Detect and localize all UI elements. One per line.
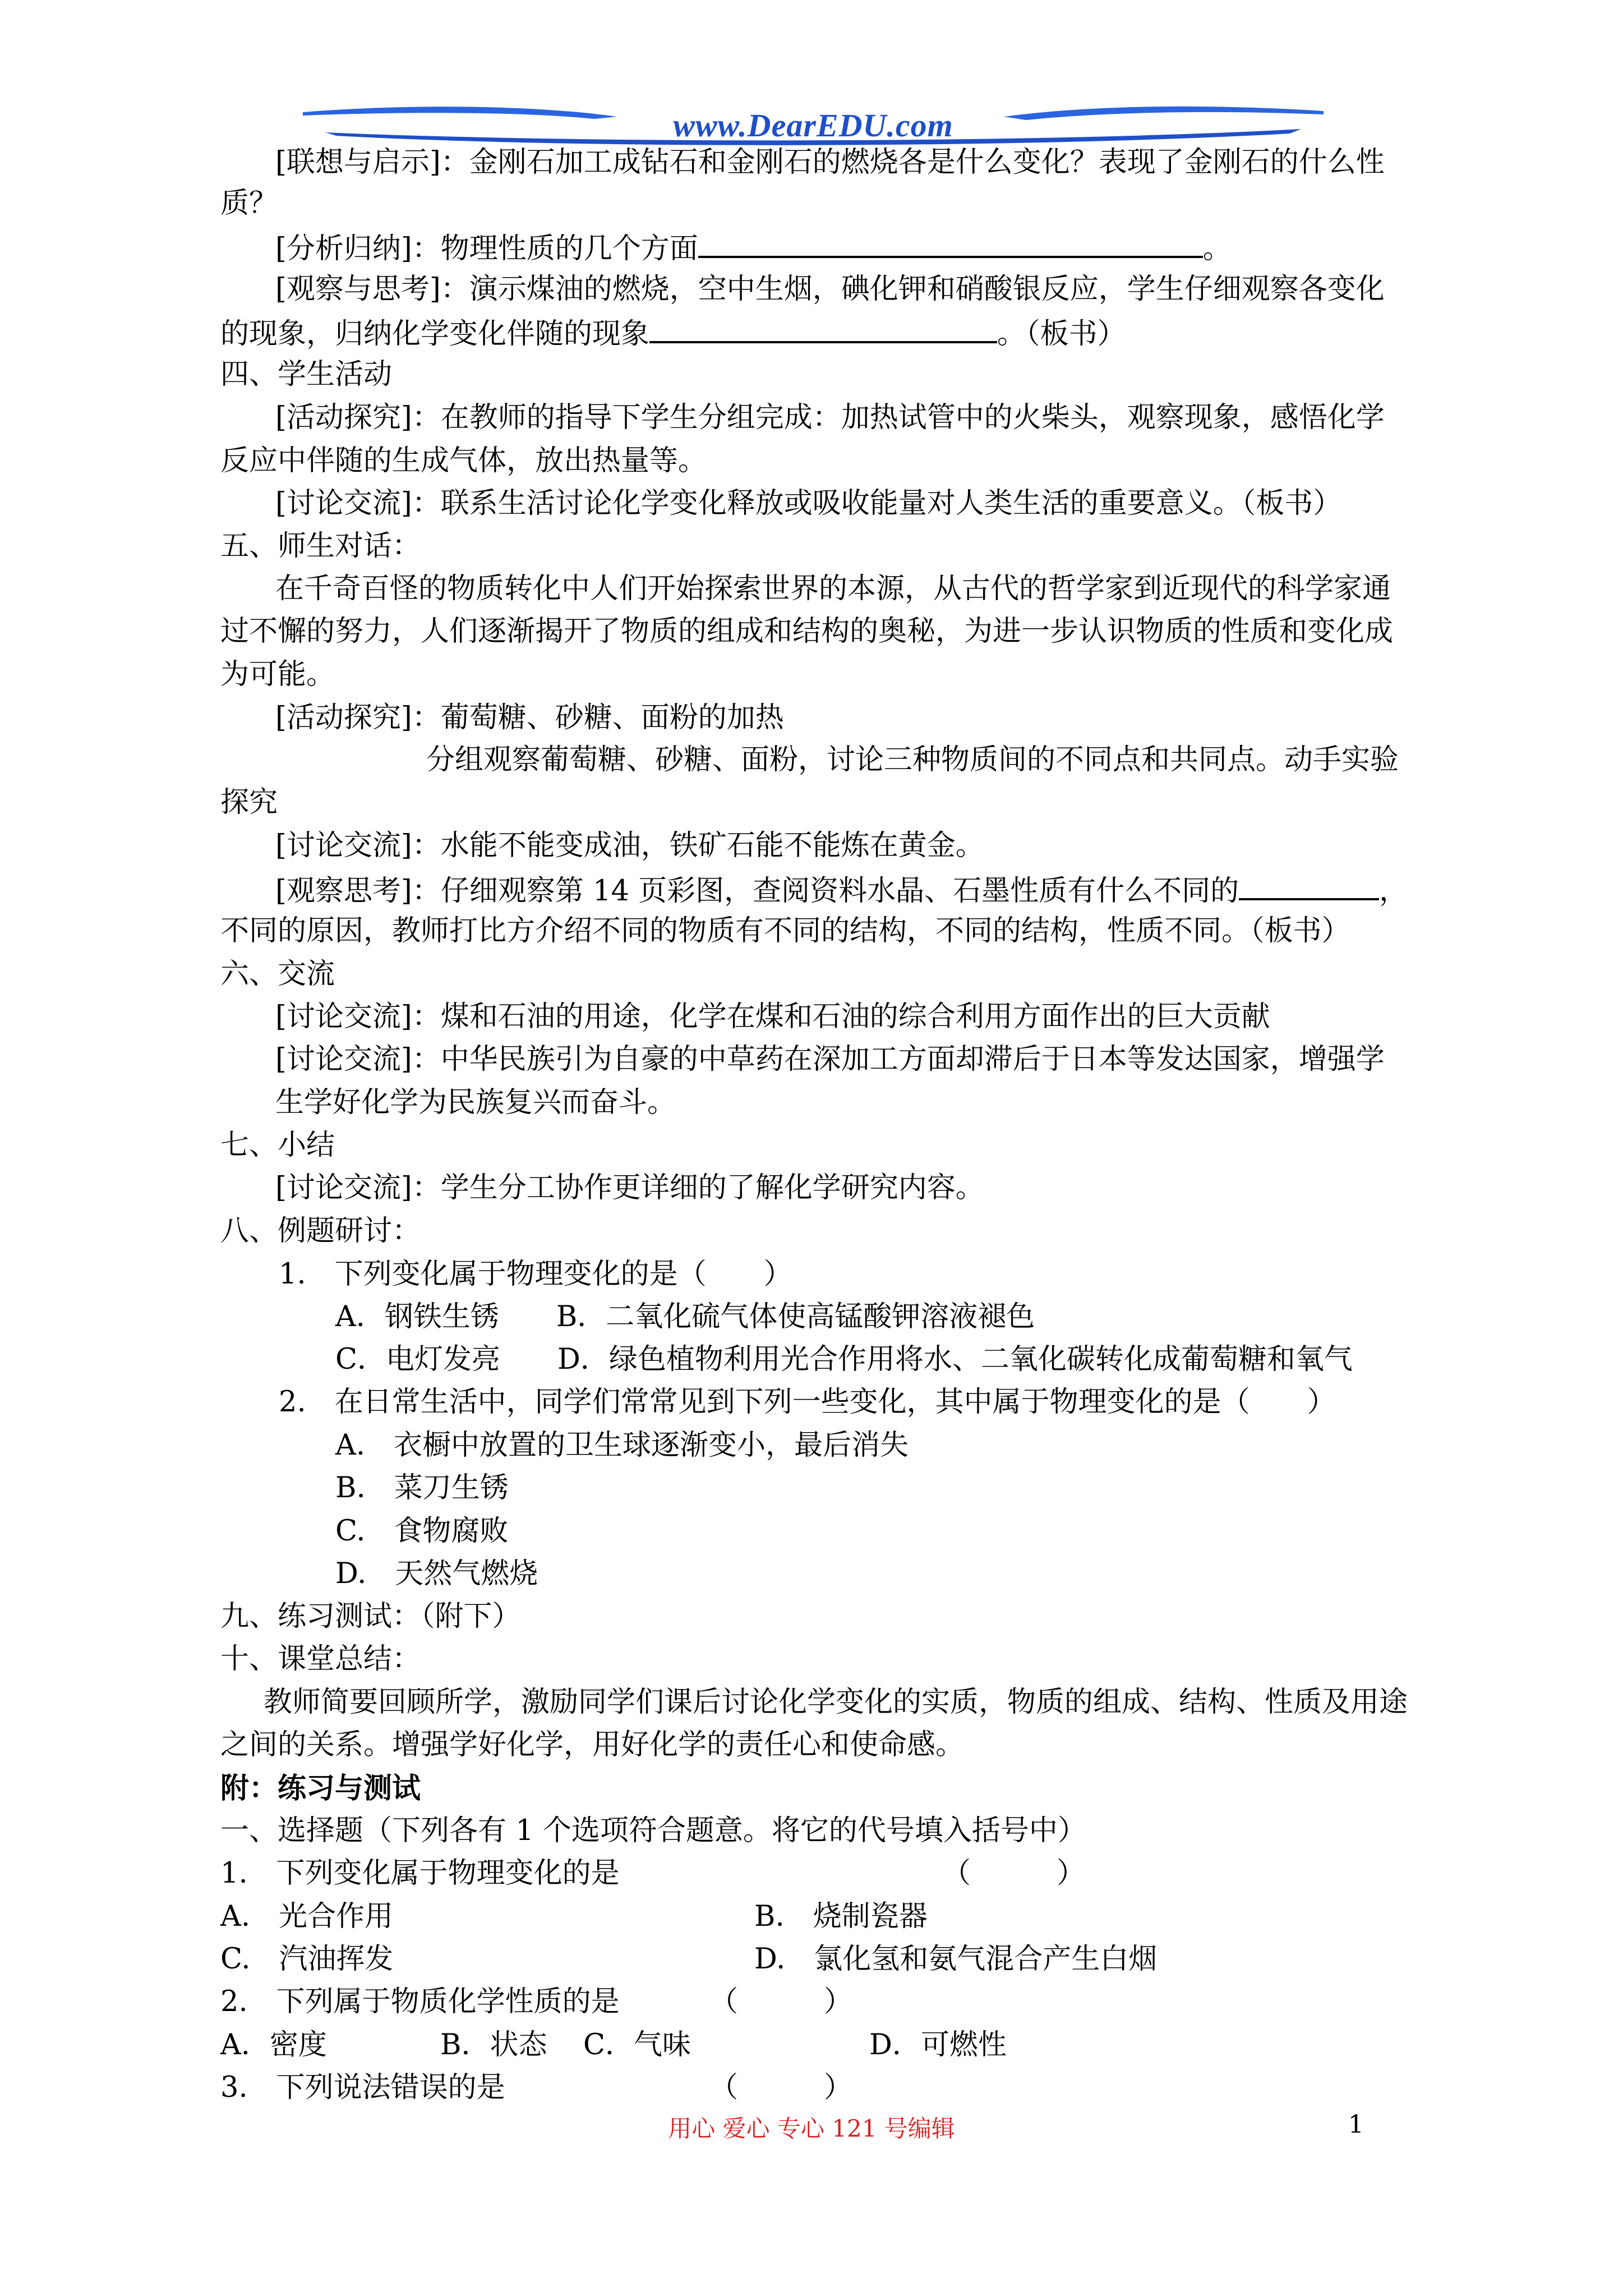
text-line: 之间的关系。增强学好化学，用好化学的责任心和使命感。 <box>220 1728 965 1761</box>
text-line: 为可能。 <box>220 658 335 691</box>
site-banner <box>303 100 1324 150</box>
answer-option: C．气味 <box>583 2028 691 2062</box>
text-line: [讨论交流]：中华民族引为自豪的中草药在深加工方面却滞后于日本等发达国家，增强学 <box>275 1043 1385 1076</box>
text-line: [联想与启示]：金刚石加工成钻石和金刚石的燃烧各是什么变化？表现了金刚石的什么性 <box>275 146 1385 179</box>
question-stem: 1. 下列变化属于物理变化的是（ ） <box>279 1258 792 1291</box>
text-line: 探究 <box>220 786 278 819</box>
answer-option: C. 汽油挥发 <box>220 1943 394 1976</box>
text-span: 。 <box>1202 232 1232 265</box>
text-line: 教师简要回顾所学，激励同学们课后讨论化学变化的实质，物质的组成、结构、性质及用途 <box>264 1686 1408 1719</box>
text-line: [讨论交流]：学生分工协作更详细的了解化学研究内容。 <box>275 1171 984 1204</box>
footer-note: 用心 爱心 专心 121 号编辑 <box>668 2115 955 2142</box>
question-stem: 3. 下列说法错误的是 <box>220 2071 505 2104</box>
question-stem: 2. 下列属于物质化学性质的是 <box>220 1985 620 2018</box>
question-stem: 2. 在日常生活中，同学们常常见到下列一些变化，其中属于物理变化的是（ ） <box>279 1386 1336 1419</box>
text-line: 在千奇百怪的物质转化中人们开始探索世界的本源，从古代的哲学家到近现代的科学家通 <box>275 572 1391 605</box>
text-span: [观察思考]：仔细观察第 14 页彩图，查阅资料水晶、石墨性质有什么不同的 <box>275 875 1239 908</box>
site-url: www.DearEDU.com <box>673 107 953 144</box>
answer-blank <box>649 315 997 343</box>
answer-option: B. 菜刀生锈 <box>335 1471 509 1504</box>
text-line <box>275 230 1232 266</box>
answer-blank <box>1239 872 1379 900</box>
appendix-title: 附：练习与测试 <box>220 1772 421 1805</box>
answer-option: B. 烧制瓷器 <box>754 1900 928 1933</box>
text-line: 质？ <box>220 187 278 220</box>
text-span: [分析归纳]：物理性质的几个方面 <box>275 232 698 265</box>
text-line <box>275 872 1408 908</box>
answer-option: A. 光合作用 <box>220 1900 394 1933</box>
answer-options: A．钢铁生锈 B．二氧化硫气体使高锰酸钾溶液褪色 <box>335 1300 1035 1333</box>
text-line: [活动探究]：葡萄糖、砂糖、面粉的加热 <box>275 701 784 734</box>
answer-bracket: （ ） <box>942 1857 1086 1890</box>
text-line: [讨论交流]：煤和石油的用途，化学在煤和石油的综合利用方面作出的巨大贡献 <box>275 1000 1270 1033</box>
answer-blank <box>698 230 1203 258</box>
answer-option: C. 食物腐败 <box>335 1515 509 1548</box>
text-span: 。（板书） <box>997 318 1126 351</box>
answer-bracket: （ ） <box>709 1985 853 2018</box>
text-line: 生学好化学为民族复兴而奋斗。 <box>275 1086 676 1119</box>
answer-options: C．电灯发亮 D．绿色植物利用光合作用将水、二氧化碳转化成葡萄糖和氧气 <box>335 1343 1353 1376</box>
section-heading: 七、小结 <box>220 1129 335 1162</box>
section-heading: 十、课堂总结： <box>220 1642 421 1676</box>
text-line: 分组观察葡萄糖、砂糖、面粉，讨论三种物质间的不同点和共同点。动手实验 <box>426 743 1399 776</box>
section-heading: 四、学生活动 <box>220 358 393 391</box>
text-line: 不同的原因，教师打比方介绍不同的物质有不同的结构，不同的结构，性质不同。（板书） <box>220 914 1350 947</box>
section-heading: 六、交流 <box>220 958 335 991</box>
text-line: [讨论交流]：联系生活讨论化学变化释放或吸收能量对人类生活的重要意义。（板书） <box>275 487 1342 520</box>
answer-option: D. 氯化氢和氨气混合产生白烟 <box>754 1943 1158 1976</box>
text-span: 的现象，归纳化学变化伴随的现象 <box>220 318 650 351</box>
section-heading: 八、例题研讨： <box>220 1214 421 1248</box>
text-line <box>220 315 1126 351</box>
page-number: 1 <box>1348 2110 1364 2139</box>
answer-option: A. 衣橱中放置的卫生球逐渐变小，最后消失 <box>335 1429 909 1462</box>
text-line: 反应中伴随的生成气体，放出热量等。 <box>220 444 707 477</box>
answer-option: B．状态 <box>440 2028 547 2062</box>
answer-option: D．可燃性 <box>869 2028 1007 2062</box>
text-line: [观察与思考]：演示煤油的燃烧，空中生烟，碘化钾和硝酸银反应，学生仔细观察各变化 <box>275 273 1385 306</box>
text-line: [讨论交流]：水能不能变成油，铁矿石能不能炼在黄金。 <box>275 829 984 862</box>
question-stem: 1. 下列变化属于物理变化的是 <box>220 1857 620 1890</box>
section-heading: 九、练习测试：（附下） <box>220 1600 521 1633</box>
text-line: 过不懈的努力，人们逐渐揭开了物质的组成和结构的奥秘，为进一步认识物质的性质和变化成 <box>220 615 1394 648</box>
section-heading: 五、师生对话： <box>220 530 421 563</box>
answer-bracket: （ ） <box>709 2071 853 2104</box>
section-heading: 一、选择题（下列各有 1 个选项符合题意。将它的代号填入括号中） <box>220 1814 1086 1847</box>
answer-option: A．密度 <box>220 2028 327 2062</box>
text-span: ， <box>1379 875 1408 908</box>
text-line: [活动探究]：在教师的指导下学生分组完成：加热试管中的火柴头，观察现象，感悟化学 <box>275 401 1385 434</box>
answer-option: D. 天然气燃烧 <box>335 1557 538 1590</box>
